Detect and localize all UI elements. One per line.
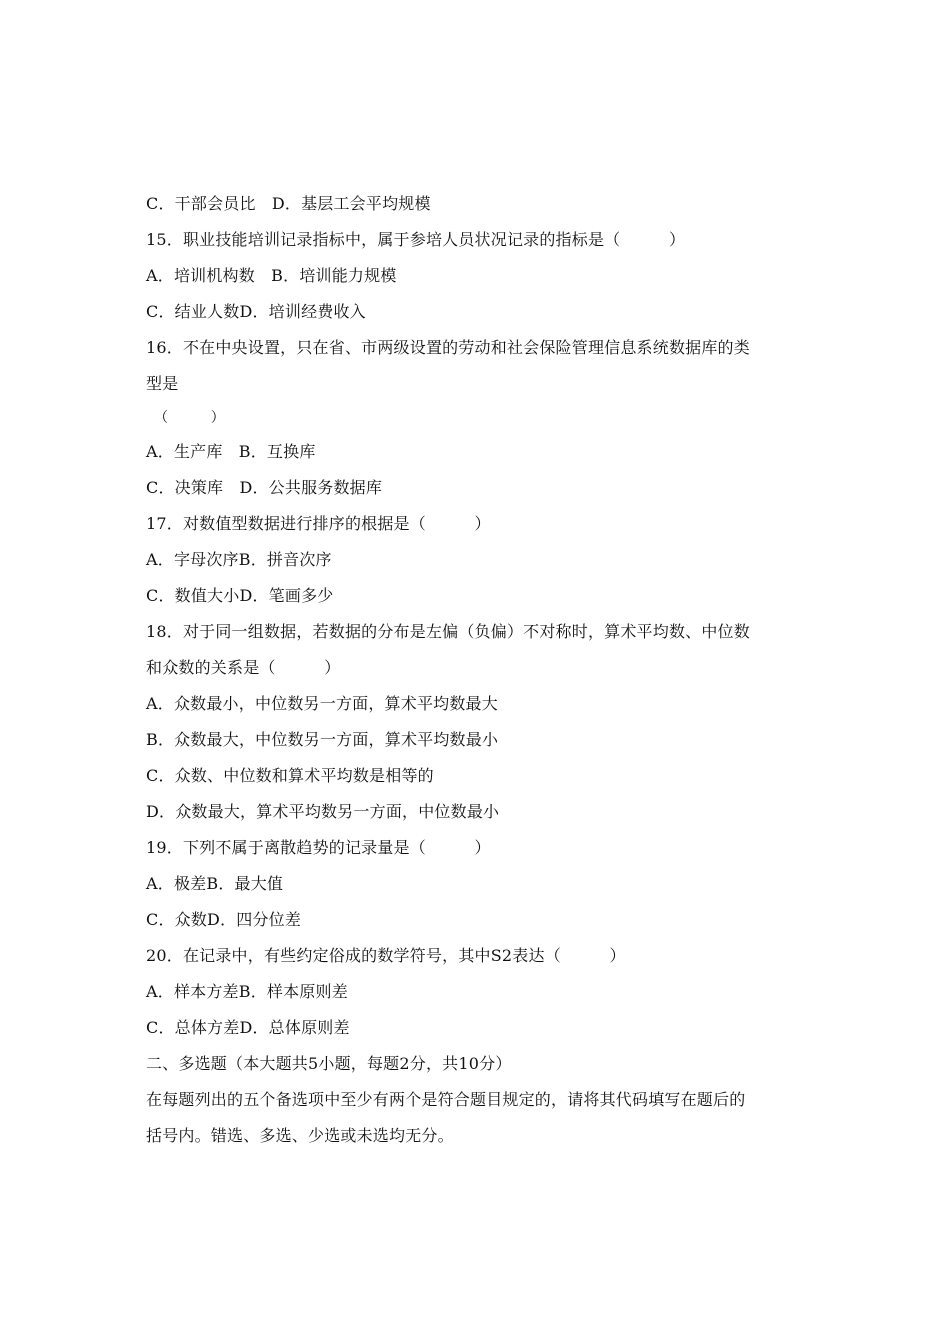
option-line-17-cd: C．数值大小D．笔画多少 bbox=[146, 586, 334, 605]
option-18-c: C．众数、中位数和算术平均数是相等的 bbox=[146, 766, 434, 785]
option-line-19-cd: C．众数D．四分位差 bbox=[146, 910, 302, 929]
option-line-20-cd: C．总体方差D．总体原则差 bbox=[146, 1018, 350, 1037]
question-17: 17．对数值型数据进行排序的根据是（ ） bbox=[146, 514, 491, 533]
document-body bbox=[146, 186, 816, 1154]
option-line-15-ab: A．培训机构数 B．培训能力规模 bbox=[146, 266, 397, 285]
question-19: 19．下列不属于离散趋势的记录量是（ ） bbox=[146, 838, 491, 857]
question-16-line-1: 16．不在中央设置，只在省、市两级设置的劳动和社会保险管理信息系统数据库的类 bbox=[146, 338, 750, 357]
section-instructions-line-2: 括号内。错选、多选、少选或未选均无分。 bbox=[146, 1126, 454, 1145]
option-18-b: B．众数最大，中位数另一方面，算术平均数最小 bbox=[146, 730, 499, 749]
option-18-a: A．众数最小，中位数另一方面，算术平均数最大 bbox=[146, 694, 498, 713]
option-18-d: D．众数最大，算术平均数另一方面，中位数最小 bbox=[146, 802, 500, 821]
question-20: 20．在记录中，有些约定俗成的数学符号，其中S2表达（ ） bbox=[146, 946, 626, 965]
question-15: 15．职业技能培训记录指标中，属于参培人员状况记录的指标是（ ） bbox=[146, 230, 686, 249]
option-line-17-ab: A．字母次序B．拼音次序 bbox=[146, 550, 332, 569]
option-line-20-ab: A．样本方差B．样本原则差 bbox=[146, 982, 348, 1001]
option-line-19-ab: A．极差B．最大值 bbox=[146, 874, 284, 893]
question-16-answer-blank: （ ） bbox=[154, 410, 225, 426]
section-heading-multiple-choice: 二、多选题（本大题共5小题，每题2分，共10分） bbox=[146, 1054, 512, 1073]
option-line-16-ab: A．生产库 B．互换库 bbox=[146, 442, 316, 461]
question-18-line-1: 18．对于同一组数据，若数据的分布是左偏（负偏）不对称时，算术平均数、中位数 bbox=[146, 622, 750, 641]
question-16-line-2: 型是 bbox=[146, 374, 179, 393]
option-line-15-cd: C．结业人数D．培训经费收入 bbox=[146, 302, 366, 321]
option-line-16-cd: C．决策库 D．公共服务数据库 bbox=[146, 478, 383, 497]
option-line-14-cd: C．干部会员比 D．基层工会平均规模 bbox=[146, 194, 431, 213]
question-18-line-2: 和众数的关系是（ ） bbox=[146, 658, 341, 677]
section-instructions-line-1: 在每题列出的五个备选项中至少有两个是符合题目规定的，请将其代码填写在题后的 bbox=[146, 1090, 746, 1109]
